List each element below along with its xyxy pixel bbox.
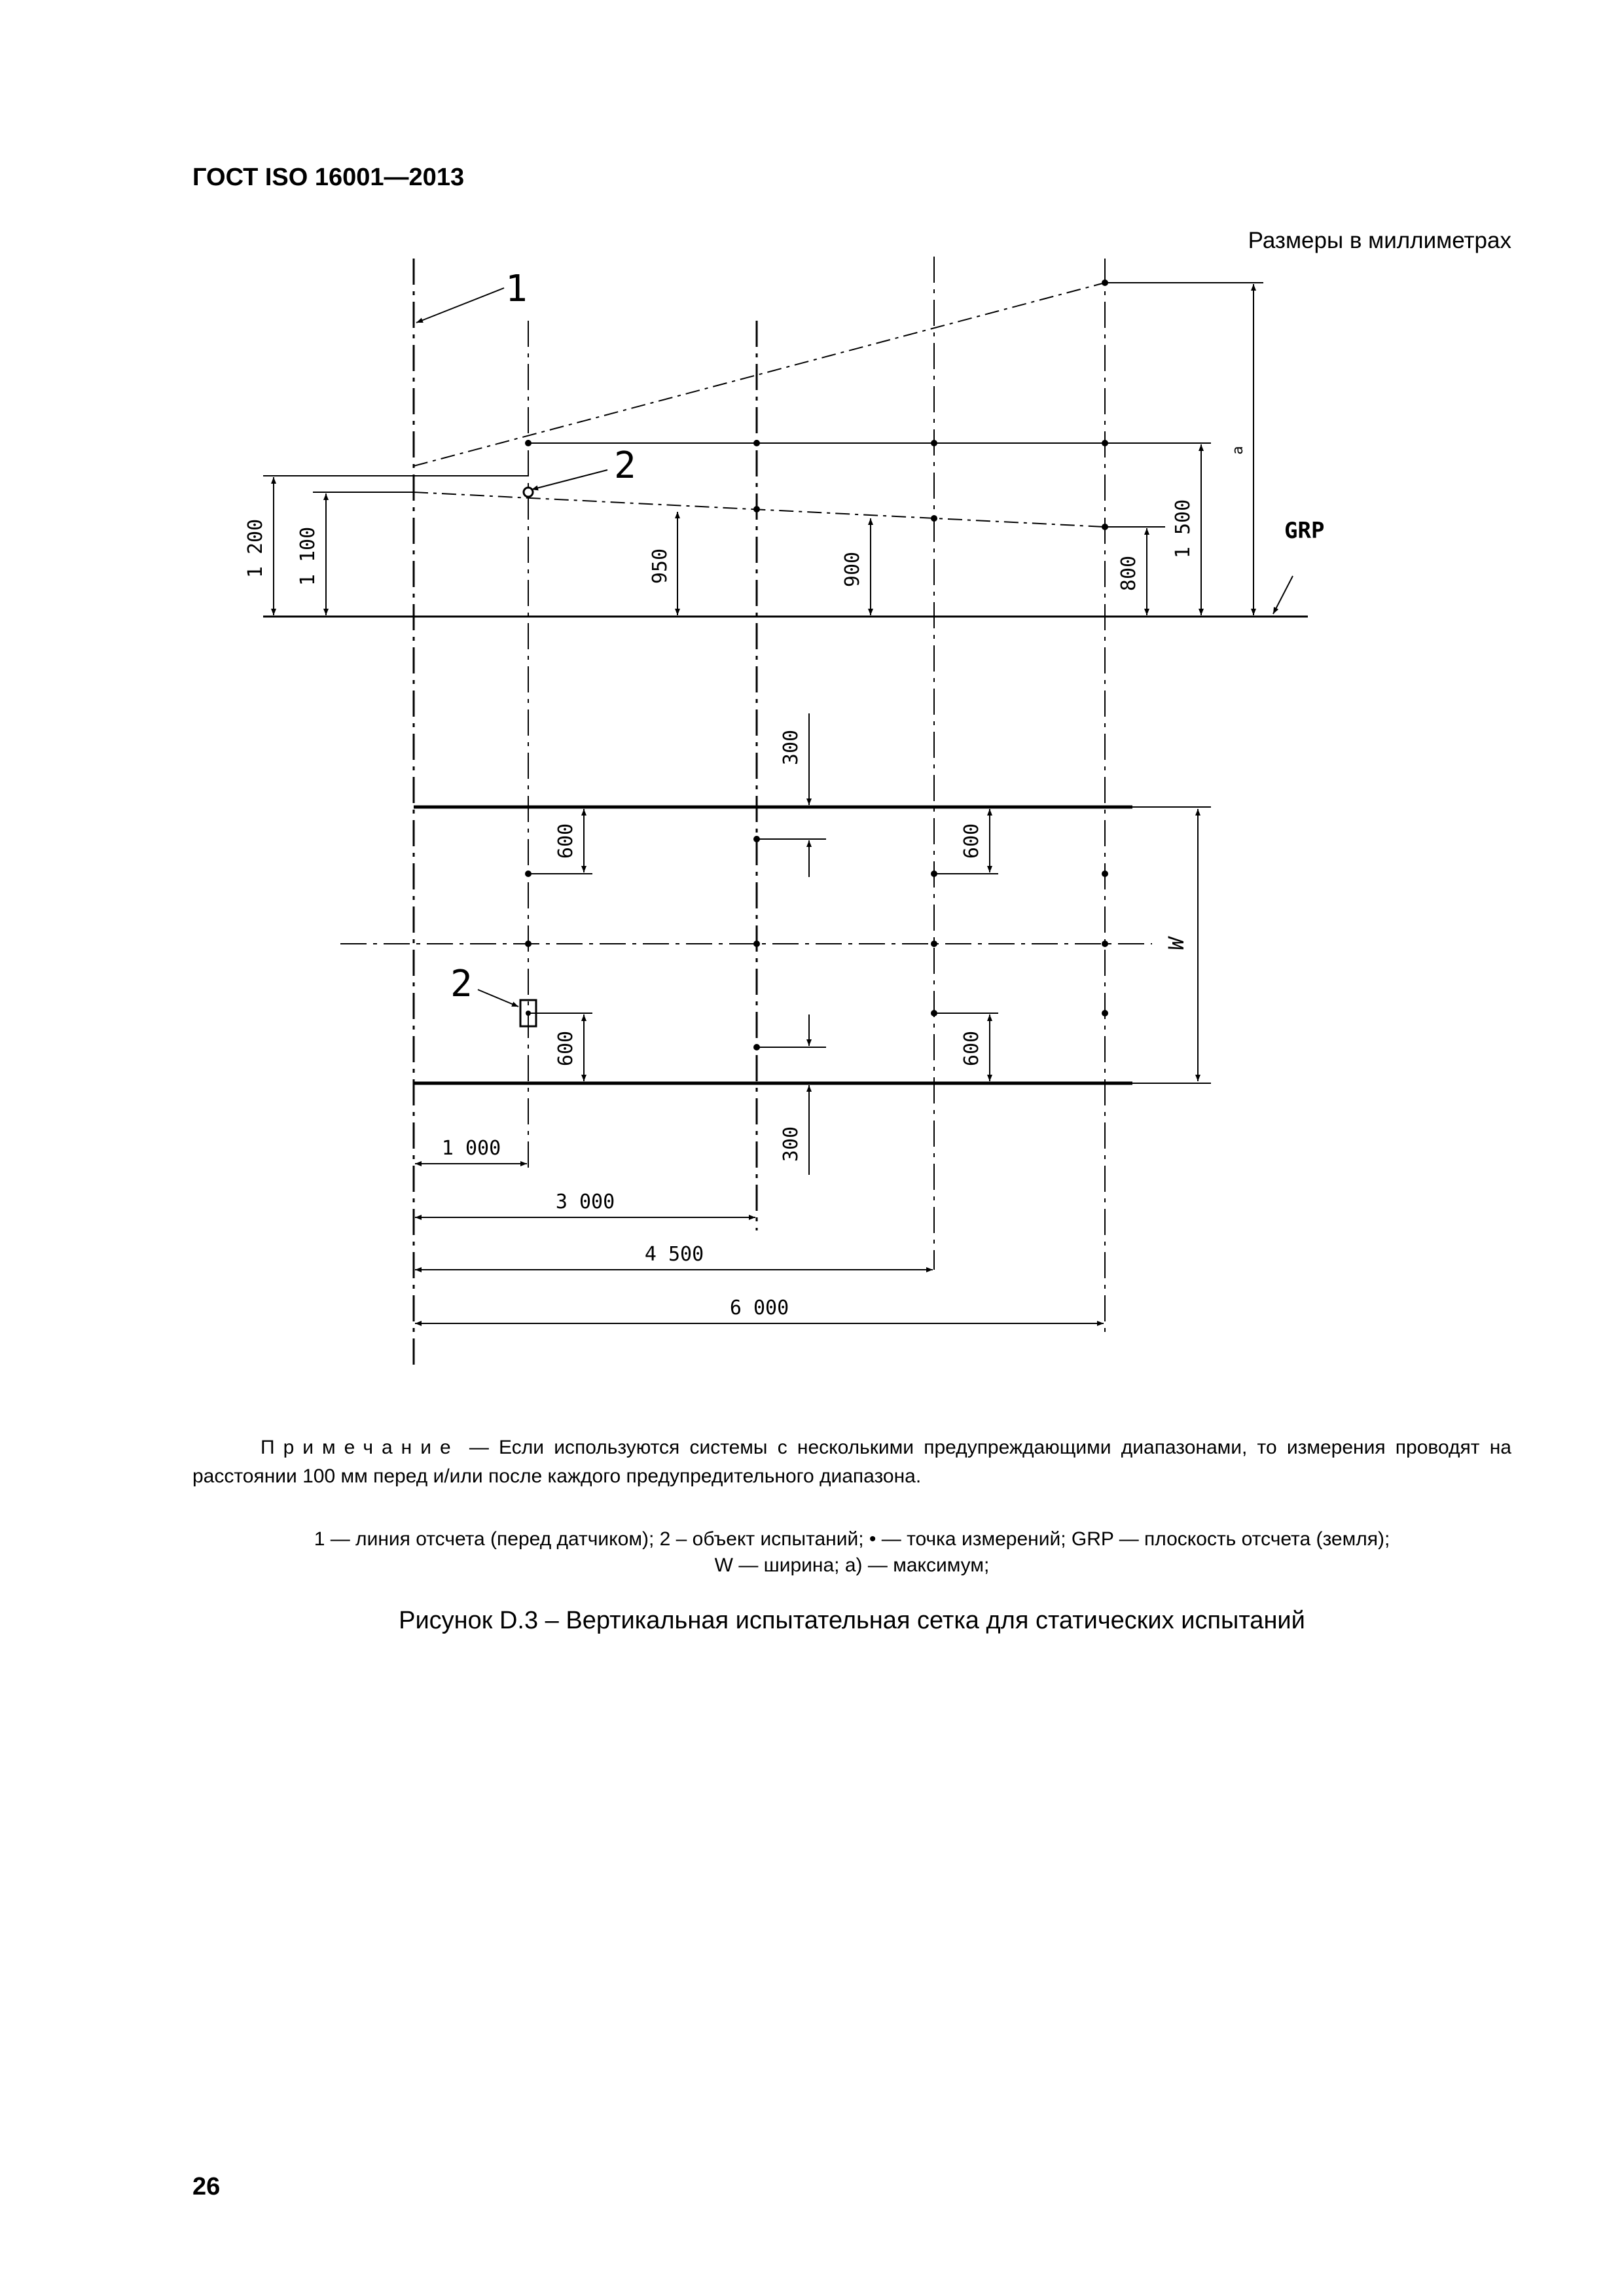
label-w: W — [1164, 937, 1189, 950]
label-1100: 1 100 — [297, 526, 319, 586]
leader-2-top — [532, 470, 607, 490]
label-300-bottom: 300 — [780, 1126, 803, 1162]
label-600-br: 600 — [960, 1030, 983, 1067]
label-950: 950 — [649, 548, 672, 584]
leader-2-plan — [478, 990, 518, 1007]
label-600-tr: 600 — [960, 823, 983, 859]
label-1200: 1 200 — [244, 518, 267, 579]
legend-line-2: W — ширина; а) — максимум; — [714, 1554, 990, 1576]
measurement-points — [525, 279, 1108, 1050]
callout-2-top: 2 — [614, 444, 636, 487]
page-number: 26 — [192, 2173, 221, 2200]
label-600-bl: 600 — [554, 1030, 577, 1067]
units-note: Размеры в миллиметрах — [1248, 228, 1511, 253]
label-1500: 1 500 — [1172, 499, 1195, 559]
callout-2-plan: 2 — [450, 963, 473, 1005]
label-4500: 4 500 — [644, 1243, 704, 1266]
label-600-tl: 600 — [554, 823, 577, 859]
label-3000: 3 000 — [555, 1191, 615, 1213]
note-text: — Если используются системы с несколькими предупреждающими диапазонами, то измерения проводят на расстоянии 100 мм перед и/или после каждого предупредительного диапазона. — [192, 1437, 1511, 1487]
note-label: Примечание — [261, 1437, 460, 1458]
figure-note — [192, 1433, 1511, 1491]
leader-1 — [416, 288, 504, 323]
callout-1: 1 — [505, 268, 528, 310]
label-900: 900 — [841, 551, 864, 588]
grp-label: GRP — [1284, 518, 1325, 544]
standard-header: ГОСТ ISO 16001—2013 — [192, 164, 465, 191]
legend-line-1: 1 — линия отсчета (перед датчиком); 2 – объект испытаний; • — точка измерений; GRP — плоскость отсчета (земля); — [314, 1528, 1390, 1550]
label-1000: 1 000 — [441, 1137, 501, 1160]
upper-limit-line — [414, 283, 1105, 466]
test-object-side — [524, 488, 533, 497]
figure-legend — [192, 1526, 1511, 1579]
label-a: а — [1230, 446, 1246, 455]
figure-caption: Рисунок D.3 – Вертикальная испытательная сетка для статических испытаний — [399, 1607, 1305, 1634]
label-800: 800 — [1117, 555, 1140, 592]
leader-grp — [1273, 576, 1293, 614]
label-300-top: 300 — [780, 729, 803, 766]
label-6000: 6 000 — [729, 1297, 789, 1319]
